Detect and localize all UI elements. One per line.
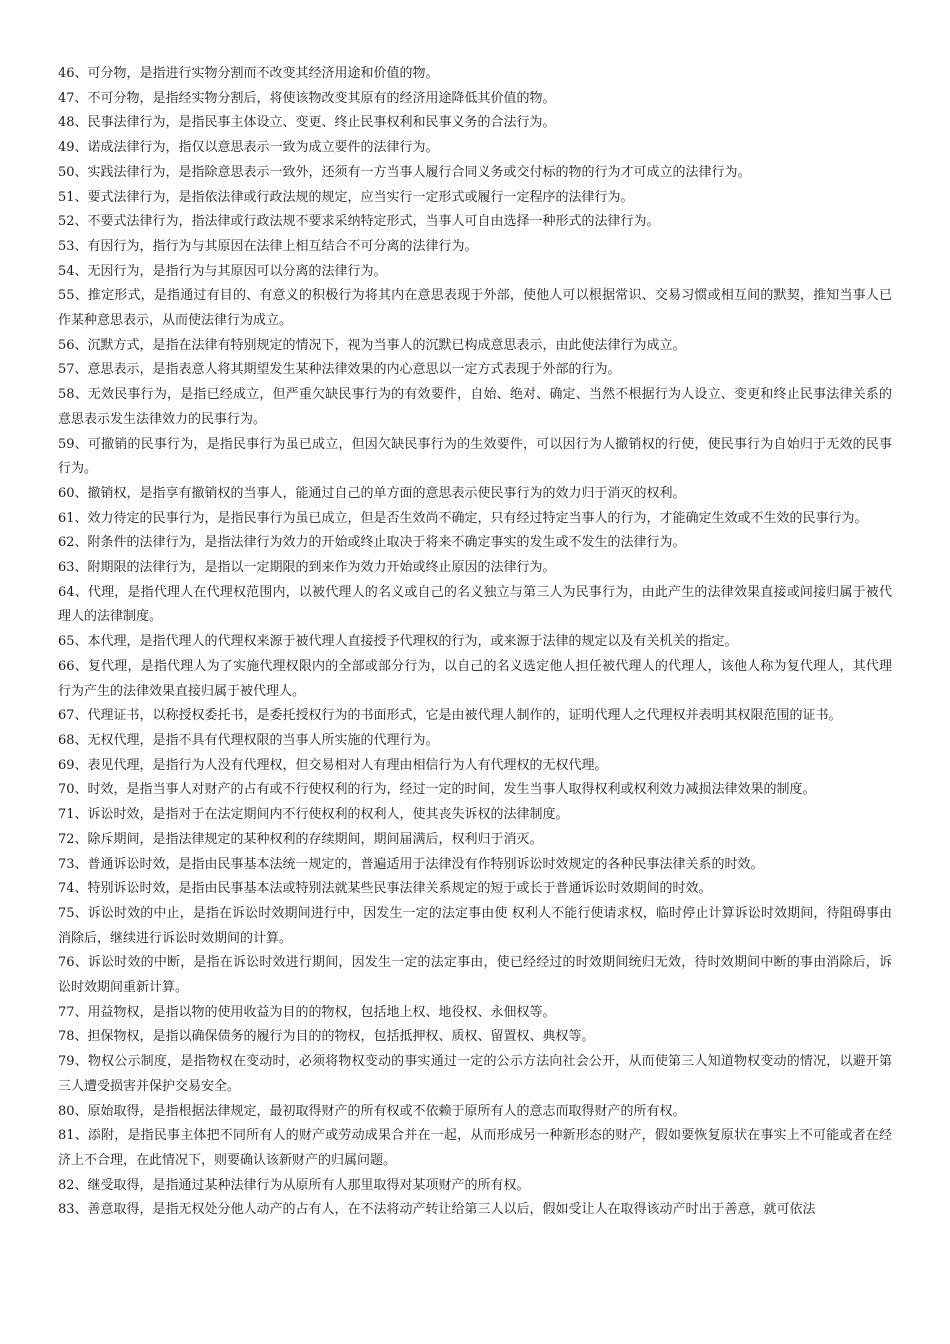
definition-entry-78: 78、担保物权，是指以确保债务的履行为目的的物权，包括抵押权、质权、留置权、典权等。 <box>58 1029 595 1045</box>
definition-entry-62: 62、附条件的法律行为，是指法律行为效力的开始或终止取决于将来不确定事实的发生或不发生的法律行为。 <box>58 535 686 551</box>
definition-entry-63: 63、附期限的法律行为，是指以一定期限的到来作为效力开始或终止原因的法律行为。 <box>58 560 556 576</box>
definition-entry-74: 74、特别诉讼时效，是指由民事基本法或特别法就某些民事法律关系规定的短于或长于普通诉讼时效期间的时效。 <box>58 881 712 897</box>
definition-entry-80: 80、原始取得，是指根据法律规定，最初取得财产的所有权或不依赖于原所有人的意志而取得财产的所有权。 <box>58 1103 686 1119</box>
definition-entry-69: 69、表见代理，是指行为人没有代理权，但交易相对人有理由相信行为人有代理权的无权代理。 <box>58 757 608 773</box>
definition-entry-72: 72、除斥期间，是指法律规定的某种权利的存续期间，期间届满后，权利归于消灭。 <box>58 831 543 847</box>
definition-entry-75: 75、诉讼时效的中止，是指在诉讼时效期间进行中，因发生一定的法定事由使 权利人不能行使请求权，临时停止计算诉讼时效期间，待阻碍事由消除后，继续进行诉讼时效期间的计算。 <box>58 905 892 946</box>
definition-entry-77: 77、用益物权，是指以物的使用收益为目的的物权，包括地上权、地役权、永佃权等。 <box>58 1004 556 1020</box>
definition-entry-81: 81、添附，是指民事主体把不同所有人的财产或劳动成果合并在一起，从而形成另一种新形态的财产，假如要恢复原状在事实上不可能或者在经济上不合理，在此情况下，则要确认该新财产的归属问题。 <box>58 1128 892 1168</box>
definition-entry-54: 54、无因行为，是指行为与其原因可以分离的法律行为。 <box>58 263 387 279</box>
definition-entry-55: 55、推定形式，是指通过有目的、有意义的积极行为将其内在意思表现于外部，使他人可以根据常识、交易习惯或相互间的默契，推知当事人已作某种意思表示，从而使法律行为成立。 <box>58 288 892 329</box>
definition-entry-48: 48、民事法律行为，是指民事主体设立、变更、终止民事权利和民事义务的合法行为。 <box>58 115 556 131</box>
definition-entry-60: 60、撤销权，是指享有撤销权的当事人，能通过自己的单方面的意思表示使民事行为的效力归于消灭的权利。 <box>58 485 686 501</box>
definition-entry-52: 52、不要式法律行为，指法律或行政法规不要求采纳特定形式，当事人可自由选择一种形式的法律行为。 <box>58 214 660 230</box>
definition-entry-70: 70、时效，是指当事人对财产的占有或不行使权利的行为，经过一定的时间，发生当事人取得权利或权利效力减损法律效果的制度。 <box>58 782 816 798</box>
definition-entry-66: 66、复代理，是指代理人为了实施代理权限内的全部或部分行为，以自己的名义选定他人担任被代理人的代理人，该他人称为复代理人，其代理行为产生的法律效果直接归属于被代理人。 <box>58 658 892 699</box>
definition-entry-73: 73、普通诉讼时效，是指由民事基本法统一规定的，普遍适用于法律没有作特别诉讼时效规定的各种民事法律关系的时效。 <box>58 856 764 872</box>
definition-entry-68: 68、无权代理，是指不具有代理权限的当事人所实施的代理行为。 <box>58 732 439 748</box>
definition-entry-83: 83、善意取得，是指无权处分他人动产的占有人，在不法将动产转让给第三人以后，假如受让人在取得该动产时出于善意，就可依法 <box>58 1202 816 1218</box>
definition-entry-59: 59、可撤销的民事行为，是指民事行为虽已成立，但因欠缺民事行为的生效要件，可以因行为人撤销权的行使，使民事行为自始归于无效的民事行为。 <box>58 436 892 477</box>
definition-entry-61: 61、效力待定的民事行为，是指民事行为虽已成立，但是否生效尚不确定，只有经过特定当事人的行为，才能确定生效或不生效的民事行为。 <box>58 510 868 526</box>
definition-entry-49: 49、诺成法律行为，指仅以意思表示一致为成立要件的法律行为。 <box>58 140 439 156</box>
definition-entry-51: 51、要式法律行为，是指依法律或行政法规的规定，应当实行一定形式或履行一定程序的法律行为。 <box>58 189 634 205</box>
definition-entry-67: 67、代理证书，以称授权委托书，是委托授权行为的书面形式，它是由被代理人制作的，证明代理人之代理权并表明其权限范围的证书。 <box>58 708 842 724</box>
definition-entry-47: 47、不可分物，是指经实物分割后，将使该物改变其原有的经济用途降低其价值的物。 <box>58 90 556 106</box>
definition-entry-65: 65、本代理，是指代理人的代理权来源于被代理人直接授予代理权的行为，或来源于法律的规定以及有关机关的指定。 <box>58 634 738 650</box>
definition-entry-50: 50、实践法律行为，是指除意思表示一致外，还须有一方当事人履行合同义务或交付标的物的行为才可成立的法律行为。 <box>58 164 751 180</box>
definition-entry-64: 64、代理，是指代理人在代理权范围内，以被代理人的名义或自己的名义独立与第三人为民事行为，由此产生的法律效果直接或间接归属于被代理人的法律制度。 <box>58 584 892 625</box>
definition-entry-71: 71、诉讼时效，是指对于在法定期间内不行使权利的权利人，使其丧失诉权的法律制度。 <box>58 807 569 823</box>
definition-entry-57: 57、意思表示，是指表意人将其期望发生某种法律效果的内心意思以一定方式表现于外部的行为。 <box>58 362 621 378</box>
definition-entry-56: 56、沉默方式，是指在法律有特别规定的情况下，视为当事人的沉默已构成意思表示，由此使法律行为成立。 <box>58 337 686 353</box>
document-page <box>58 62 892 1223</box>
definition-entry-58: 58、无效民事行为，是指已经成立，但严重欠缺民事行为的有效要件，自始、绝对、确定、当然不根据行为人设立、变更和终止民事法律关系的意思表示发生法律效力的民事行为。 <box>58 387 892 427</box>
definition-entry-82: 82、继受取得，是指通过某种法律行为从原所有人那里取得对某项财产的所有权。 <box>58 1177 530 1193</box>
definition-entry-76: 76、诉讼时效的中断，是指在诉讼时效进行期间，因发生一定的法定事由，使已经经过的时效期间统归无效，待时效期间中断的事由消除后，诉讼时效期间重新计算。 <box>58 955 892 996</box>
definition-entry-53: 53、有因行为，指行为与其原因在法律上相互结合不可分离的法律行为。 <box>58 238 478 254</box>
definition-entry-79: 79、物权公示制度，是指物权在变动时，必须将物权变动的事实通过一定的公示方法向社会公开，从而使第三人知道物权变动的情况，以避开第三人遭受损害并保护交易安全。 <box>58 1054 892 1094</box>
definition-entry-46: 46、可分物，是指进行实物分割而不改变其经济用途和价值的物。 <box>58 66 439 81</box>
